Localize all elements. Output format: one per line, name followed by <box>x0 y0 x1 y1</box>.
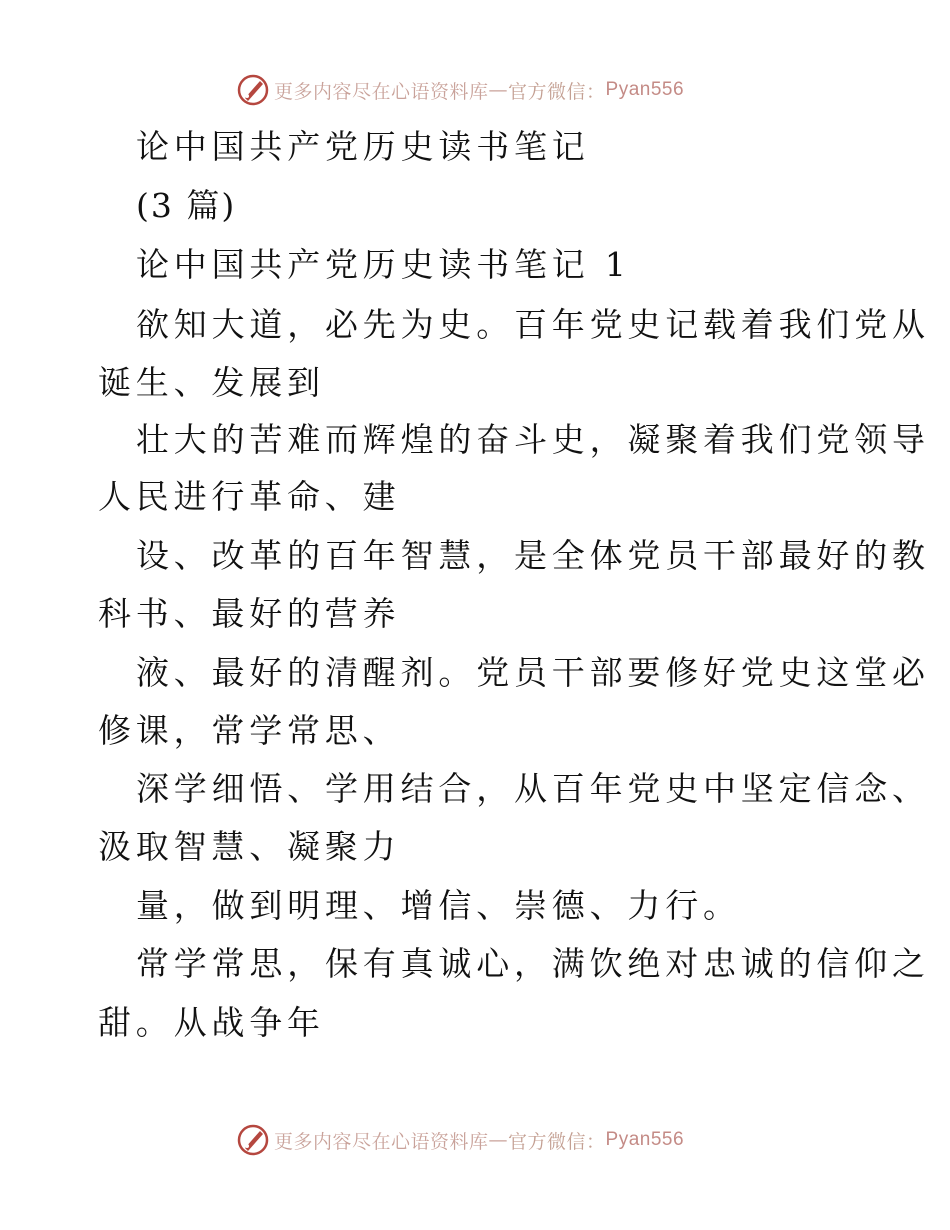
watermark-main-text: 更多内容尽在心语资料库 <box>274 1130 489 1153</box>
paragraph-line: 人民进行革命、建 <box>98 477 401 516</box>
watermark-wechat-id: Pyan556 <box>605 79 685 100</box>
watermark-separator: — <box>488 79 509 101</box>
watermark-wechat-id: Pyan556 <box>605 1129 685 1150</box>
paragraph-line: 量，做到明理、增信、崇德、力行。 <box>136 886 741 925</box>
watermark-main-text: 更多内容尽在心语资料库 <box>274 80 489 103</box>
document-title: 论中国共产党历史读书笔记 <box>136 127 590 166</box>
paragraph-line: 深学细悟、学用结合，从百年党史中坚定信念、 <box>136 769 930 808</box>
paragraph-line: 汲取智慧、凝聚力 <box>98 827 401 866</box>
paragraph-line: 设、改革的百年智慧，是全体党员干部最好的教 <box>136 536 930 575</box>
paragraph-line: 欲知大道，必先为史。百年党史记载着我们党从 <box>136 305 930 344</box>
pen-logo-icon <box>236 1123 270 1157</box>
paragraph-line: 诞生、发展到 <box>98 363 325 402</box>
watermark-official-label: 官方微信： <box>508 1130 606 1153</box>
paragraph-line: 常学常思，保有真诚心，满饮绝对忠诚的信仰之 <box>136 944 930 983</box>
watermark-separator: — <box>488 1129 509 1151</box>
document-subtitle: (3 篇) <box>136 186 237 225</box>
paragraph-line: 液、最好的清醒剂。党员干部要修好党史这堂必 <box>136 653 930 692</box>
paragraph-line: 科书、最好的营养 <box>98 594 401 633</box>
paragraph-line: 壮大的苦难而辉煌的奋斗史，凝聚着我们党领导 <box>136 420 930 459</box>
footer-watermark <box>236 1122 684 1158</box>
watermark-official-label: 官方微信： <box>508 80 606 103</box>
paragraph-line: 甜。从战争年 <box>98 1003 325 1042</box>
paragraph-line: 修课，常学常思、 <box>98 711 401 750</box>
section-heading: 论中国共产党历史读书笔记 1 <box>136 245 631 284</box>
